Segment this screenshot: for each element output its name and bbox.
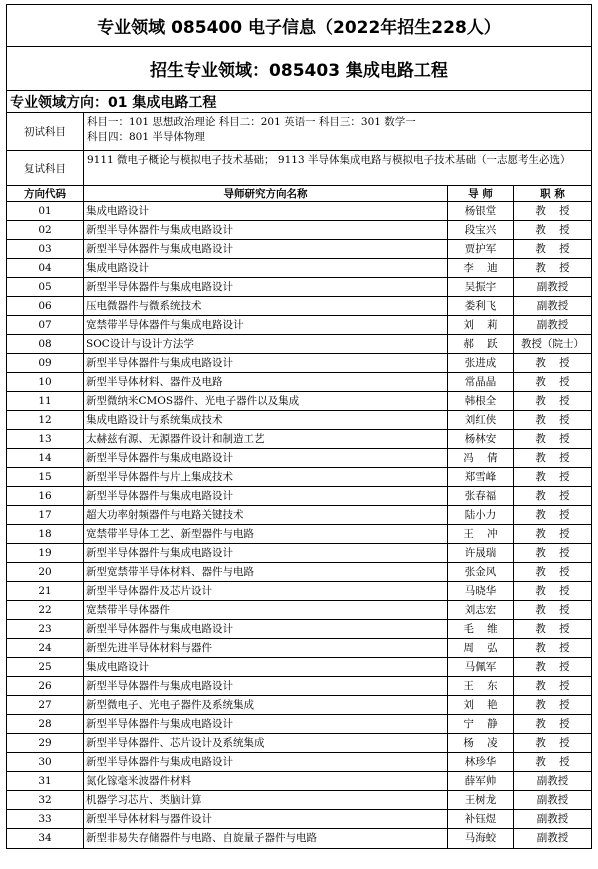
row-code: 03 [7, 240, 84, 258]
row-advisor: 冯 倩 [448, 449, 514, 467]
retest-exam-subjects: 9111 微电子概论与模拟电子技术基础； 9113 半导体集成电路与模拟电子技术基础（一志愿考生必选） [87, 154, 571, 166]
row-title: 教 授 [535, 433, 570, 445]
row-advisor: 马晓华 [448, 582, 514, 600]
row-advisor: 许晟瑞 [448, 544, 514, 562]
table-row [7, 772, 591, 791]
row-code: 10 [7, 373, 84, 391]
row-title: 教授（院士） [521, 338, 584, 350]
row-advisor: 张进成 [448, 354, 514, 372]
row-code: 23 [7, 620, 84, 638]
table-row [7, 696, 591, 715]
row-code: 22 [7, 601, 84, 619]
row-advisor: 贾护军 [448, 240, 514, 258]
header-advisor: 导 师 [448, 186, 514, 201]
row-code: 20 [7, 563, 84, 581]
table-row [7, 449, 591, 468]
table-row [7, 430, 591, 449]
row-title: 教 授 [535, 414, 570, 426]
table-row [7, 810, 591, 829]
direction-title-text: 专业领域方向：01 集成电路工程 [10, 94, 217, 111]
row-code: 17 [7, 506, 84, 524]
table-row [7, 753, 591, 772]
row-title: 教 授 [535, 737, 570, 749]
row-code: 09 [7, 354, 84, 372]
row-research-direction: 新型半导体器件与集成电路设计 [84, 278, 448, 296]
row-research-direction: 新型半导体器件与集成电路设计 [84, 677, 448, 695]
row-research-direction: 新型半导体器件与集成电路设计 [84, 449, 448, 467]
row-code: 05 [7, 278, 84, 296]
header-code: 方向代码 [7, 186, 84, 201]
retest-exam-row [7, 151, 591, 186]
row-research-direction: 超大功率射频器件与电路关键技术 [84, 506, 448, 524]
row-code: 26 [7, 677, 84, 695]
table-row [7, 354, 591, 373]
table-row [7, 487, 591, 506]
row-title: 教 授 [535, 205, 570, 217]
row-code: 29 [7, 734, 84, 752]
row-title: 教 授 [535, 357, 570, 369]
row-advisor: 刘 艳 [448, 696, 514, 714]
row-advisor: 宁 静 [448, 715, 514, 733]
row-code: 27 [7, 696, 84, 714]
row-research-direction: 氮化镓毫米波器件材料 [84, 772, 448, 790]
initial-exam-row [7, 113, 591, 151]
header-title: 职 称 [540, 188, 565, 200]
row-code: 31 [7, 772, 84, 790]
row-code: 19 [7, 544, 84, 562]
row-research-direction: 新型半导体器件与集成电路设计 [84, 240, 448, 258]
initial-exam-line1: 科目一：101 思想政治理论 科目二：201 英语一 科目三：301 数学一 [87, 116, 416, 128]
row-advisor: 王 冲 [448, 525, 514, 543]
row-research-direction: 新型半导体器件及芯片设计 [84, 582, 448, 600]
row-code: 01 [7, 202, 84, 220]
table-row [7, 715, 591, 734]
row-research-direction: 新型半导体器件与集成电路设计 [84, 221, 448, 239]
initial-exam-line2: 科目四：801 半导体物理 [87, 131, 205, 143]
table-row [7, 240, 591, 259]
table-row [7, 734, 591, 753]
table-row [7, 658, 591, 677]
row-code: 07 [7, 316, 84, 334]
table-row [7, 278, 591, 297]
table-row [7, 829, 591, 848]
table-row [7, 202, 591, 221]
row-advisor: 刘志宏 [448, 601, 514, 619]
row-advisor: 薛军帅 [448, 772, 514, 790]
row-code: 14 [7, 449, 84, 467]
row-research-direction: 压电微器件与微系统技术 [84, 297, 448, 315]
table-row [7, 544, 591, 563]
row-code: 11 [7, 392, 84, 410]
direction-title [7, 91, 591, 113]
row-code: 15 [7, 468, 84, 486]
row-title: 教 授 [535, 262, 570, 274]
row-research-direction: 宽禁带半导体器件与集成电路设计 [84, 316, 448, 334]
row-research-direction: 集成电路设计 [84, 202, 448, 220]
row-title: 教 授 [535, 604, 570, 616]
row-title: 教 授 [535, 642, 570, 654]
row-advisor: 杨 凌 [448, 734, 514, 752]
row-research-direction: 宽禁带半导体器件 [84, 601, 448, 619]
row-advisor: 李 迪 [448, 259, 514, 277]
row-research-direction: 新型微纳米CMOS器件、光电子器件以及集成 [84, 392, 448, 410]
row-title: 教 授 [535, 452, 570, 464]
row-code: 34 [7, 829, 84, 848]
table-row [7, 468, 591, 487]
row-advisor: 郝 跃 [448, 335, 514, 353]
row-code: 21 [7, 582, 84, 600]
row-advisor: 张金风 [448, 563, 514, 581]
row-research-direction: 新型非易失存储器件与电路、自旋量子器件与电路 [84, 829, 448, 848]
row-title: 教 授 [535, 224, 570, 236]
row-code: 25 [7, 658, 84, 676]
row-advisor: 吴振宇 [448, 278, 514, 296]
row-code: 08 [7, 335, 84, 353]
row-advisor: 陆小力 [448, 506, 514, 524]
row-title: 教 授 [535, 680, 570, 692]
row-code: 06 [7, 297, 84, 315]
row-advisor: 林珍华 [448, 753, 514, 771]
program-table [6, 4, 592, 849]
row-research-direction: 集成电路设计与系统集成技术 [84, 411, 448, 429]
row-advisor: 王 东 [448, 677, 514, 695]
row-code: 18 [7, 525, 84, 543]
row-title: 教 授 [535, 585, 570, 597]
row-title: 教 授 [535, 509, 570, 521]
row-advisor: 杨银堂 [448, 202, 514, 220]
table-row [7, 411, 591, 430]
row-title: 教 授 [535, 547, 570, 559]
row-title: 教 授 [535, 661, 570, 673]
row-research-direction: 太赫兹有源、无源器件设计和制造工艺 [84, 430, 448, 448]
table-row [7, 297, 591, 316]
table-header [7, 186, 591, 202]
row-research-direction: 新型半导体器件与集成电路设计 [84, 753, 448, 771]
row-title: 教 授 [535, 376, 570, 388]
row-title: 教 授 [535, 623, 570, 635]
table-row [7, 335, 591, 354]
row-code: 16 [7, 487, 84, 505]
row-research-direction: 新型半导体器件与集成电路设计 [84, 620, 448, 638]
row-title: 副教授 [536, 300, 569, 312]
row-advisor: 马海蛟 [448, 829, 514, 848]
row-title: 教 授 [535, 243, 570, 255]
row-code: 28 [7, 715, 84, 733]
row-code: 02 [7, 221, 84, 239]
row-research-direction: 新型半导体器件与集成电路设计 [84, 544, 448, 562]
row-code: 24 [7, 639, 84, 657]
table-row [7, 259, 591, 278]
row-advisor: 补钰煜 [448, 810, 514, 828]
table-row [7, 221, 591, 240]
row-title: 教 授 [535, 566, 570, 578]
table-row [7, 791, 591, 810]
initial-exam-label: 初试科目 [7, 113, 84, 150]
row-research-direction: 机器学习芯片、类脑计算 [84, 791, 448, 809]
row-research-direction: 新型半导体材料、器件及电路 [84, 373, 448, 391]
row-title: 副教授 [536, 281, 569, 293]
row-advisor: 娄利飞 [448, 297, 514, 315]
row-code: 33 [7, 810, 84, 828]
row-research-direction: 新型半导体器件与集成电路设计 [84, 354, 448, 372]
row-research-direction: 新型宽禁带半导体材料、器件与电路 [84, 563, 448, 581]
row-research-direction: 新型半导体器件与片上集成技术 [84, 468, 448, 486]
program-title-text: 专业领域 085400 电子信息（2022年招生228人） [97, 18, 501, 38]
row-code: 13 [7, 430, 84, 448]
row-title: 副教授 [536, 319, 569, 331]
row-research-direction: 新型微电子、光电子器件及系统集成 [84, 696, 448, 714]
retest-exam-label: 复试科目 [7, 151, 84, 185]
row-research-direction: 新型半导体器件与集成电路设计 [84, 487, 448, 505]
row-title: 教 授 [535, 395, 570, 407]
row-advisor: 郑雪峰 [448, 468, 514, 486]
row-title: 教 授 [535, 528, 570, 540]
program-title [7, 5, 591, 47]
row-advisor: 毛 维 [448, 620, 514, 638]
row-title: 教 授 [535, 699, 570, 711]
row-research-direction: 集成电路设计 [84, 658, 448, 676]
table-row [7, 563, 591, 582]
row-title: 教 授 [535, 756, 570, 768]
field-title [7, 47, 591, 91]
table-body [7, 202, 591, 848]
field-title-text: 招生专业领域：085403 集成电路工程 [150, 61, 448, 81]
row-research-direction: 集成电路设计 [84, 259, 448, 277]
row-advisor: 杨林安 [448, 430, 514, 448]
row-code: 32 [7, 791, 84, 809]
table-row [7, 582, 591, 601]
initial-exam-subjects [84, 113, 591, 150]
table-row [7, 525, 591, 544]
header-research-direction: 导师研究方向名称 [84, 186, 448, 201]
row-research-direction: 新型半导体器件与集成电路设计 [84, 715, 448, 733]
table-row [7, 373, 591, 392]
row-research-direction: 新型先进半导体材料与器件 [84, 639, 448, 657]
row-advisor: 王树龙 [448, 791, 514, 809]
row-title: 副教授 [536, 794, 569, 806]
row-title: 教 授 [535, 718, 570, 730]
table-row [7, 316, 591, 335]
row-advisor: 韩根全 [448, 392, 514, 410]
table-row [7, 601, 591, 620]
table-row [7, 639, 591, 658]
row-title: 副教授 [536, 775, 569, 787]
table-row [7, 677, 591, 696]
row-research-direction: 宽禁带半导体工艺、新型器件与电路 [84, 525, 448, 543]
table-row [7, 392, 591, 411]
row-advisor: 刘 莉 [448, 316, 514, 334]
row-code: 04 [7, 259, 84, 277]
row-code: 30 [7, 753, 84, 771]
row-research-direction: 新型半导体材料与器件设计 [84, 810, 448, 828]
row-advisor: 周 弘 [448, 639, 514, 657]
row-advisor: 马佩军 [448, 658, 514, 676]
table-row [7, 620, 591, 639]
row-advisor: 段宝兴 [448, 221, 514, 239]
row-title: 教 授 [535, 471, 570, 483]
row-research-direction: 新型半导体器件、芯片设计及系统集成 [84, 734, 448, 752]
row-advisor: 刘红侠 [448, 411, 514, 429]
row-advisor: 常晶晶 [448, 373, 514, 391]
row-research-direction: SOC设计与设计方法学 [84, 335, 448, 353]
row-advisor: 张春福 [448, 487, 514, 505]
table-row [7, 506, 591, 525]
row-title: 副教授 [536, 832, 569, 844]
row-title: 副教授 [536, 813, 569, 825]
row-title: 教 授 [535, 490, 570, 502]
row-code: 12 [7, 411, 84, 429]
